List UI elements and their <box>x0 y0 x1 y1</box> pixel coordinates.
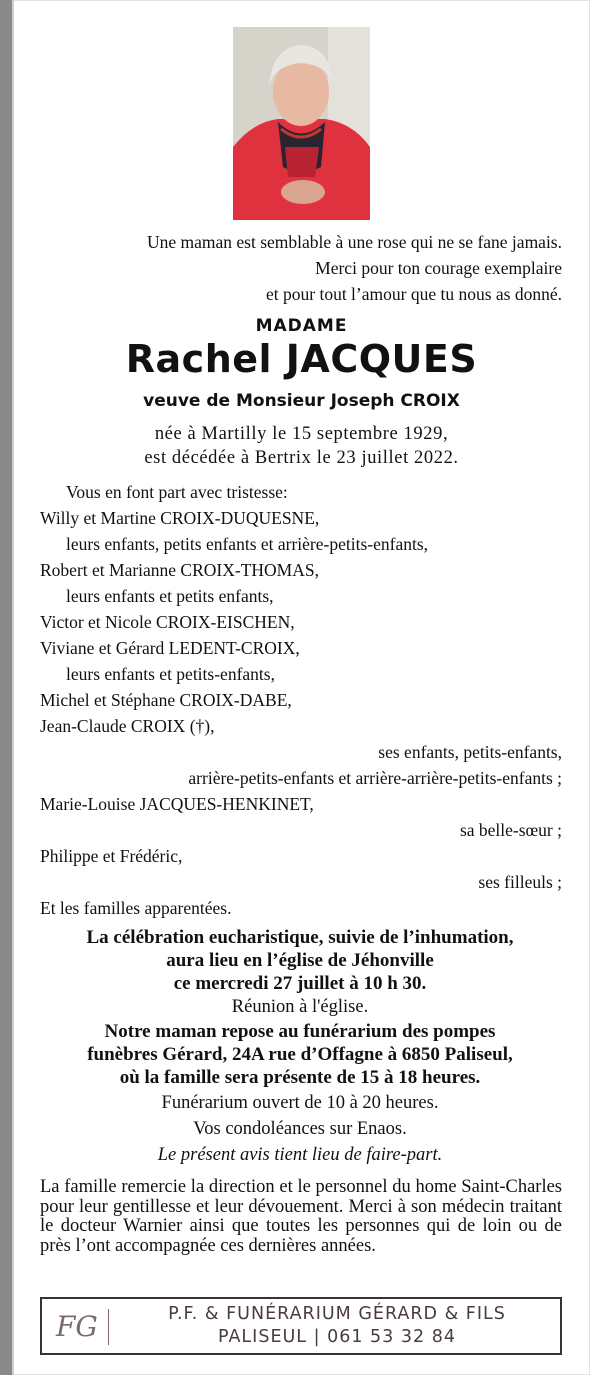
family-line: ses filleuls ; <box>478 872 562 892</box>
hours-line: Funérarium ouvert de 10 à 20 heures. <box>161 1093 439 1113</box>
monogram-logo: FG <box>56 1310 98 1343</box>
condolences-line: Vos condoléances sur Enaos. <box>193 1119 407 1139</box>
quote-line-3: et pour tout l’amour que tu nous as donné. <box>266 284 562 304</box>
rest-line-2: funèbres Gérard, 24A rue d’Offagne à 6850 Paliseul, <box>87 1044 513 1065</box>
quote-line-1: Une maman est semblable à une rose qui ne se fane jamais. <box>147 232 562 252</box>
death-line: est décédée à Bertrix le 23 juillet 2022. <box>144 448 459 468</box>
ceremony-line-2: aura lieu en l’église de Jéhonville <box>166 950 434 971</box>
family-line: leurs enfants et petits-enfants, <box>66 664 275 684</box>
portrait-photo <box>233 27 370 220</box>
rest-line-1: Notre maman repose au funérarium des pompes <box>104 1021 496 1042</box>
footer-divider <box>108 1309 109 1345</box>
family-line: Philippe et Frédéric, <box>40 846 183 866</box>
funeral-home-contact: PALISEUL | 061 53 32 84 <box>218 1327 456 1347</box>
family-line: Robert et Marianne CROIX-THOMAS, <box>40 560 319 580</box>
notice-line: Le présent avis tient lieu de faire-part. <box>157 1145 443 1165</box>
honorific-title: MADAME <box>255 316 348 336</box>
family-line: leurs enfants et petits enfants, <box>66 586 274 606</box>
ceremony-line-1: La célébration eucharistique, suivie de l’inhumation, <box>86 927 514 948</box>
birth-line: née à Martilly le 15 septembre 1929, <box>154 424 449 444</box>
family-line: leurs enfants, petits enfants et arrière-petits-enfants, <box>66 534 429 554</box>
family-line: ses enfants, petits-enfants, <box>378 742 562 762</box>
family-line: Et les familles apparentées. <box>40 898 232 918</box>
family-line: Michel et Stéphane CROIX-DABE, <box>40 690 292 710</box>
rest-line-3: où la famille sera présente de 15 à 18 heures. <box>119 1067 481 1088</box>
family-line: arrière-petits-enfants et arrière-arrière-petits-enfants ; <box>188 768 562 788</box>
widow-of: veuve de Monsieur Joseph CROIX <box>143 391 460 411</box>
family-line: sa belle-sœur ; <box>459 820 562 840</box>
funeral-home-banner <box>40 1297 562 1355</box>
family-line: Jean-Claude CROIX (†), <box>40 716 215 736</box>
thanks-paragraph: La famille remercie la direction et le personnel du home Saint-Charles pour leur gentillesse et leur dévouement. Merci à son médecin traitant le docteur Warnier ainsi que toutes les personnes qui de loin ou de près l’ont accompagnée ces dernières années. <box>40 1177 562 1256</box>
family-line: Viviane et Gérard LEDENT-CROIX, <box>40 638 300 658</box>
family-line: Marie-Louise JACQUES-HENKINET, <box>40 794 314 814</box>
family-line: Willy et Martine CROIX-DUQUESNE, <box>40 508 320 528</box>
family-intro: Vous en font part avec tristesse: <box>66 482 288 502</box>
deceased-name: Rachel JACQUES <box>125 337 478 381</box>
quote-line-2: Merci pour ton courage exemplaire <box>315 258 562 278</box>
meeting-line: Réunion à l'église. <box>231 997 369 1017</box>
family-line: Victor et Nicole CROIX-EISCHEN, <box>40 612 295 632</box>
ceremony-line-3: ce mercredi 27 juillet à 10 h 30. <box>173 973 427 994</box>
funeral-home-name: P.F. & FUNÉRARIUM GÉRARD & FILS <box>168 1304 506 1324</box>
left-rule <box>0 0 12 1375</box>
